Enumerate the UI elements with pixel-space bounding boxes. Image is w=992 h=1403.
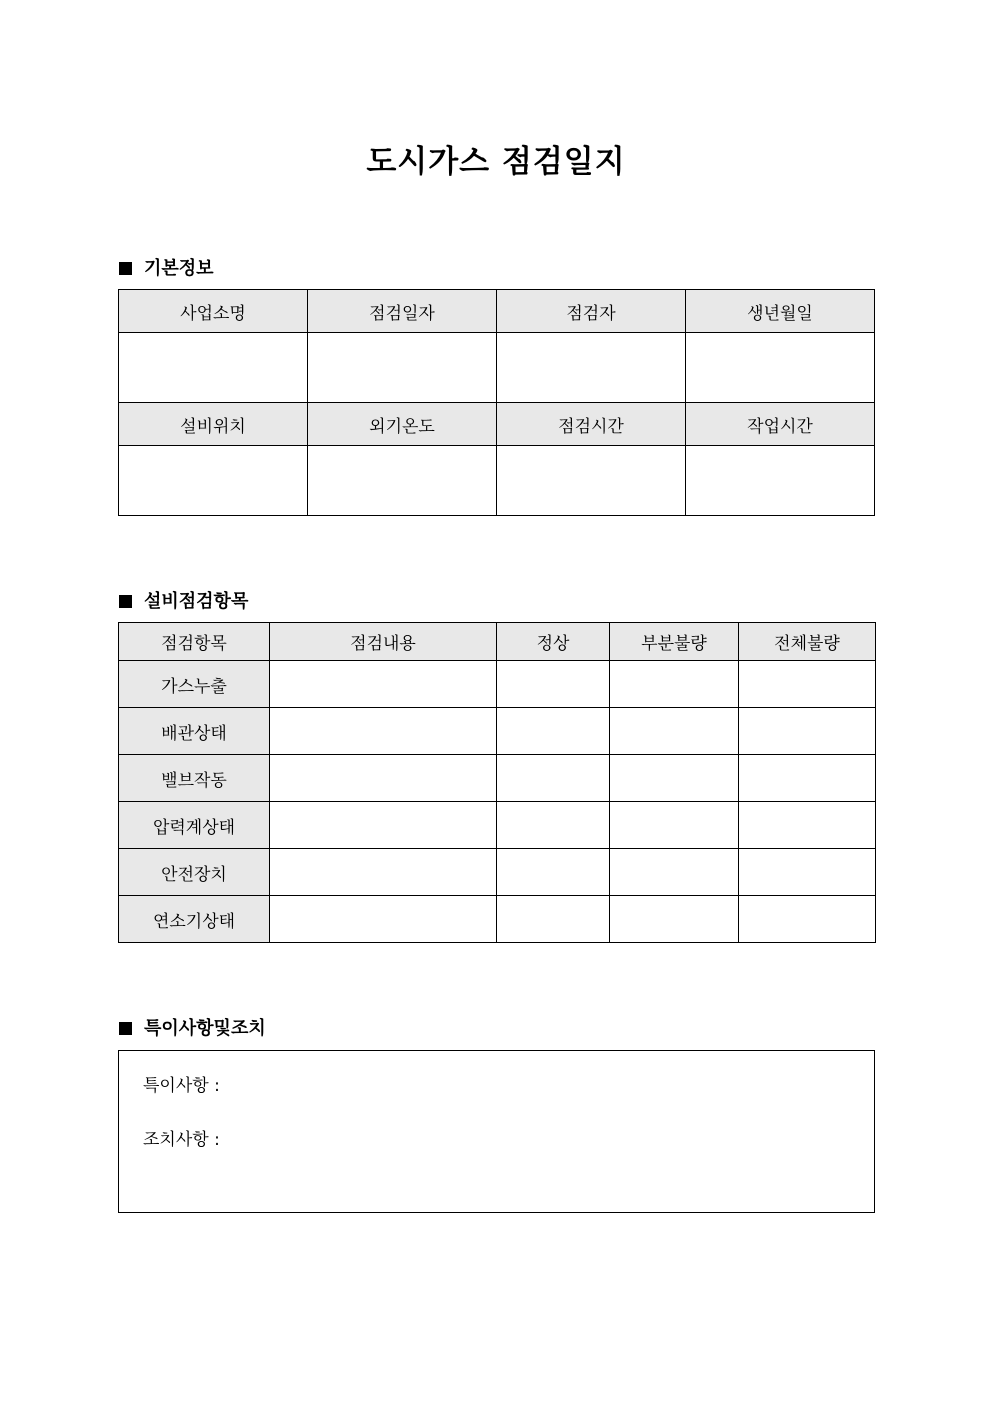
cell-normal[interactable] <box>497 849 610 896</box>
header-business-name: 사업소명 <box>119 290 308 333</box>
section-heading-basic-label: 기본정보 <box>144 258 214 279</box>
header-outdoor-temp: 외기온도 <box>308 403 497 446</box>
header-inspection-time: 점검시간 <box>497 403 686 446</box>
field-work-time[interactable] <box>686 446 875 516</box>
notes-box[interactable] <box>118 1050 875 1213</box>
field-birth-date[interactable] <box>686 333 875 403</box>
action-notes-label: 조치사항 : <box>143 1130 220 1150</box>
cell-content[interactable] <box>270 708 497 755</box>
cell-normal[interactable] <box>497 755 610 802</box>
section-heading-notes-label: 특이사항및조치 <box>144 1018 266 1039</box>
column-header-total-defect: 전체불량 <box>739 623 876 661</box>
field-equipment-location[interactable] <box>119 446 308 516</box>
section-heading-equipment-label: 설비점검항목 <box>144 591 249 612</box>
cell-total-defect[interactable] <box>739 708 876 755</box>
cell-total-defect[interactable] <box>739 802 876 849</box>
field-inspection-date[interactable] <box>308 333 497 403</box>
header-work-time: 작업시간 <box>686 403 875 446</box>
cell-content[interactable] <box>270 802 497 849</box>
special-notes-label: 특이사항 : <box>143 1076 220 1096</box>
square-bullet-icon <box>119 1022 132 1035</box>
field-business-name[interactable] <box>119 333 308 403</box>
cell-partial-defect[interactable] <box>610 661 739 708</box>
cell-partial-defect[interactable] <box>610 849 739 896</box>
field-outdoor-temp[interactable] <box>308 446 497 516</box>
equipment-check-table <box>118 622 876 943</box>
basic-info-table <box>118 289 875 516</box>
table-row <box>119 849 876 896</box>
cell-normal[interactable] <box>497 896 610 943</box>
cell-normal[interactable] <box>497 802 610 849</box>
cell-content[interactable] <box>270 896 497 943</box>
cell-normal[interactable] <box>497 708 610 755</box>
header-inspection-date: 점검일자 <box>308 290 497 333</box>
cell-total-defect[interactable] <box>739 849 876 896</box>
item-label: 안전장치 <box>119 849 270 896</box>
header-inspector: 점검자 <box>497 290 686 333</box>
cell-content[interactable] <box>270 755 497 802</box>
table-row <box>119 755 876 802</box>
header-birth-date: 생년월일 <box>686 290 875 333</box>
section-heading-equipment <box>119 587 248 613</box>
column-header-content: 점검내용 <box>270 623 497 661</box>
cell-partial-defect[interactable] <box>610 896 739 943</box>
field-inspection-time[interactable] <box>497 446 686 516</box>
field-inspector[interactable] <box>497 333 686 403</box>
section-heading-notes <box>119 1014 266 1040</box>
table-row <box>119 896 876 943</box>
cell-normal[interactable] <box>497 661 610 708</box>
item-label: 가스누출 <box>119 661 270 708</box>
cell-content[interactable] <box>270 849 497 896</box>
table-row <box>119 802 876 849</box>
page-title: 도시가스 점검일지 <box>366 144 626 180</box>
square-bullet-icon <box>119 262 132 275</box>
cell-content[interactable] <box>270 661 497 708</box>
column-header-item: 점검항목 <box>119 623 270 661</box>
cell-partial-defect[interactable] <box>610 755 739 802</box>
cell-total-defect[interactable] <box>739 896 876 943</box>
square-bullet-icon <box>119 595 132 608</box>
cell-total-defect[interactable] <box>739 755 876 802</box>
header-equipment-location: 설비위치 <box>119 403 308 446</box>
cell-partial-defect[interactable] <box>610 802 739 849</box>
cell-total-defect[interactable] <box>739 661 876 708</box>
item-label: 밸브작동 <box>119 755 270 802</box>
item-label: 연소기상태 <box>119 896 270 943</box>
item-label: 배관상태 <box>119 708 270 755</box>
table-row <box>119 708 876 755</box>
item-label: 압력계상태 <box>119 802 270 849</box>
table-row <box>119 661 876 708</box>
section-heading-basic <box>119 254 214 280</box>
column-header-partial-defect: 부분불량 <box>610 623 739 661</box>
cell-partial-defect[interactable] <box>610 708 739 755</box>
column-header-normal: 정상 <box>497 623 610 661</box>
